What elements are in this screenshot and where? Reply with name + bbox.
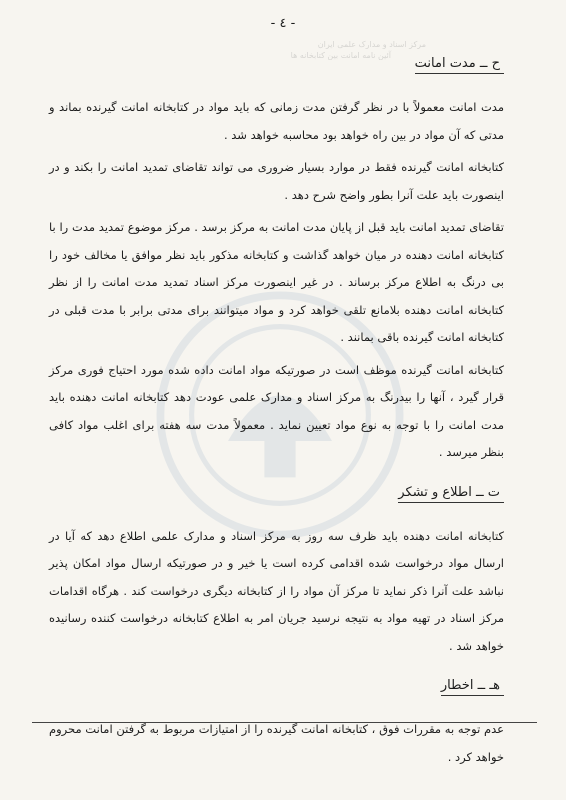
section-notice-and-thanks xyxy=(49,481,504,661)
paragraph: کتابخانه امانت گیرنده فقط در موارد بسیار ضروری می تواند تقاضای تمدید امانت را بکند و در اینصورت باید علت آنرا بطور واضح شرح دهد . xyxy=(49,160,504,202)
paragraph: مدت امانت معمولاً با در نظر گرفتن مدت زمانی که باید مواد در کتابخانه امانت گیرنده بماند و مدتی که آن مواد در بین راه خواهد بود محاسبه خواهد شد . xyxy=(49,100,504,142)
section-heading: ح ــ مدت امانت xyxy=(415,56,504,74)
section-heading: هـ ــ اخطار xyxy=(441,678,504,696)
paragraph: عدم توجه به مقررات فوق ، کتابخانه امانت گیرنده را از امتیازات مربوط به گرفتن امانت محروم خواهد کرد . xyxy=(49,722,504,764)
bleed-through-line: آئین نامه امانت بین کتابخانه ها xyxy=(290,51,391,60)
section-heading: ت ــ اطلاع و تشکر xyxy=(398,485,504,503)
page-number: - ٤ - xyxy=(270,16,296,31)
paragraph: کتابخانه امانت گیرنده موظف است در صورتیکه مواد امانت داده شده مورد احتیاج فوری مرکز قرار گیرد ، آنها را بیدرنگ به مرکز اسناد و مدارک علمی عودت دهد کتابخانه امانت دهنده باید مدت امانت را با توجه به نوع مواد تعیین نماید . معمولاً مدت سه هفته برای اغلب مواد کافی بنظر میرسد . xyxy=(49,362,504,459)
paragraph: تقاضای تمدید امانت باید قبل از پایان مدت امانت به مرکز برسد . مرکز موضوع تمدید مدت را با کتابخانه امانت دهنده در میان خواهد گذاشت و کتابخانه مذکور باید نظر موافق یا مخالف خود را بی درنگ به اطلاع مرکز برساند . در غیر اینصورت مرکز اسناد تمدید مدت امانت را از نظر کتابخانه امانت دهنده بلامانع تلقی خواهد کرد و مواد میتوانند برای مدتی برابر با مدت قبلی در کتابخانه امانت گیرنده باقی بمانند . xyxy=(49,220,504,344)
section-loan-period xyxy=(49,52,504,467)
bleed-through-line: مرکز اسناد و مدارک علمی ایران xyxy=(317,40,426,49)
document-body xyxy=(49,52,504,776)
paragraph: کتابخانه امانت دهنده باید ظرف سه روز به مرکز اسناد و مدارک علمی اطلاع دهد که آیا در ارسال مواد درخواست شده اقدامی کرده است یا خیر و در صورتیکه ارسال مواد امکان پذیر نباشد علت آنرا ذکر نماید تا مرکز آن مواد را از کتابخانه دیگری درخواست کند . هرگاه اقدامات مرکز اسناد در تهیه مواد به نتیجه نرسید جریان امر به اطلاع کتابخانه درخواست کننده رسانیده خواهد شد . xyxy=(49,528,504,653)
footer-divider xyxy=(32,722,537,723)
